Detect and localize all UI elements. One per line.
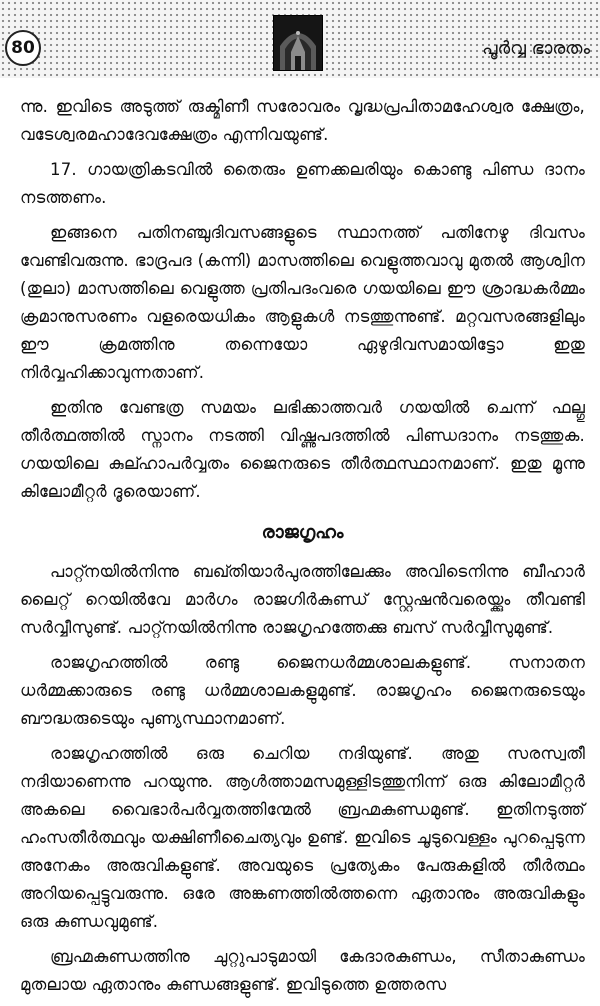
paragraph-7: രാജഗൃഹത്തിൽ ഒരു ചെറിയ നദിയുണ്ട്. അതു സരസ്വതീ നദിയാണെന്നു പറയുന്നു. ആൾത്താമസമുള്ളിടത്തുനിന്ന് ഒരു കിലോമീറ്റർ അകലെ വൈഭാർപർവ്വതത്തിന്മേൽ ബ്രഹ്മകുണ്ഡമുണ്ട്. ഇതിനടുത്ത് ഹംസതീർത്ഥവും യക്ഷിണീചൈത്യവും ഉണ്ട്. ഇവിടെ ചൂടുവെള്ളം പുറപ്പെടുന്ന അനേകം അരുവികളുണ്ട്. അവയുടെ പ്രത്യേകം പേരുകളിൽ തീർത്ഥം അറിയപ്പെട്ടുവരുന്നു. ഒരേ അങ്കണത്തിൽത്തന്നെ ഏതാനും അരുവികളും ഒരു കുണ്ഡവുമുണ്ട്. xyxy=(20,744,585,931)
paragraph-4: ഇതിനു വേണ്ടത്ര സമയം ലഭിക്കാത്തവർ ഗയയിൽ ചെന്ന് ഫല്ഗു തീർത്ഥത്തിൽ സ്നാനം നടത്തി വിഷ്ണുപദത്തിൽ പിണ്ഡദാനം നടത്തുക. ഗയയിലെ കുല്ഹാപർവ്വതം ജൈനരുടെ തീർത്ഥസ്ഥാനമാണ്. ഇതു മൂന്നു കിലോമീറ്റർ ദൂരെയാണ്. xyxy=(20,398,585,501)
paragraph-2: 17. ഗായത്രികടവിൽ തൈരും ഉണക്കലരിയും കൊണ്ടു പിണ്ഡ ദാനം നടത്തണം. xyxy=(20,160,585,207)
running-title: പൂർവ്വ ഭാരതം xyxy=(482,38,590,59)
paragraph-5: പാറ്റ്നയിൽനിന്നു ബഖ്തിയാർപുരത്തിലേക്കും അവിടെനിന്നു ബീഹാർ ലൈറ്റ് റെയിൽവേ മാർഗം രാജഗിർകുണ്ഡ് സ്റ്റേഷൻവരെയ്ക്കും തീവണ്ടി സർവ്വീസുണ്ട്. പാറ്റ്നയിൽനിന്നു രാജഗൃഹത്തേക്കു ബസ് സർവ്വീസുമുണ്ട്. xyxy=(20,562,585,637)
paragraph-8: ബ്രഹ്മകുണ്ഡത്തിനു ചുറ്റുപാടുമായി കേദാരകുണ്ഡം, സീതാകുണ്ഡം മുതലായ ഏതാനും കുണ്ഡങ്ങളുണ്ട്. ഇവിടുത്തെ ഉത്തരസ xyxy=(20,947,585,994)
page-number: 80 xyxy=(11,38,35,58)
paragraph-3: ഇങ്ങനെ പതിനഞ്ചുദിവസങ്ങളുടെ സ്ഥാനത്ത് പതിനേഴു ദിവസം വേണ്ടിവരുന്നു. ഭാദ്രപദ (കന്നി) മാസത്തിലെ വെളുത്തവാവു മുതൽ ആശ്വിന (തുലാ) മാസത്തിലെ വെളുത്ത പ്രതിപദംവരെ ഗയയിലെ ഈ ശ്രാദ്ധകർമ്മം ക്രമാനുസരണം വളരെയധികം ആളുകൾ നടത്തുന്നുണ്ട്. മറ്റവസരങ്ങളിലും ഈ ക്രമത്തിനു തന്നെയോ ഏഴുദിവസമായിട്ടോ ഇതു നിർവ്വഹിക്കാവുന്നതാണ്. xyxy=(20,223,585,382)
section-heading: രാജഗൃഹം xyxy=(261,522,344,543)
paragraph-6: രാജഗൃഹത്തിൽ രണ്ടു ജൈനധർമ്മശാലകളുണ്ട്. സനാതന ധർമ്മക്കാരുടെ രണ്ടു ധർമ്മശാലകളുമുണ്ട്. രാജഗൃഹം ജൈനരുടെയും ബൗദ്ധരുടെയും പുണ്യസ്ഥാനമാണ്. xyxy=(20,653,585,728)
paragraph-1: ന്നു. ഇവിടെ അടുത്ത് രുക്മിണീ സരോവരം വൃദ്ധപ്രപിതാമഹേശ്വര ക്ഷേത്രം, വടേശ്വരമഹാദേവക്ഷേത്രം എന്നിവയുണ്ട്. xyxy=(20,97,585,144)
page-body xyxy=(20,93,585,1006)
page-header xyxy=(0,0,600,78)
temple-emblem-icon xyxy=(273,15,323,71)
page-number-badge xyxy=(5,30,41,66)
